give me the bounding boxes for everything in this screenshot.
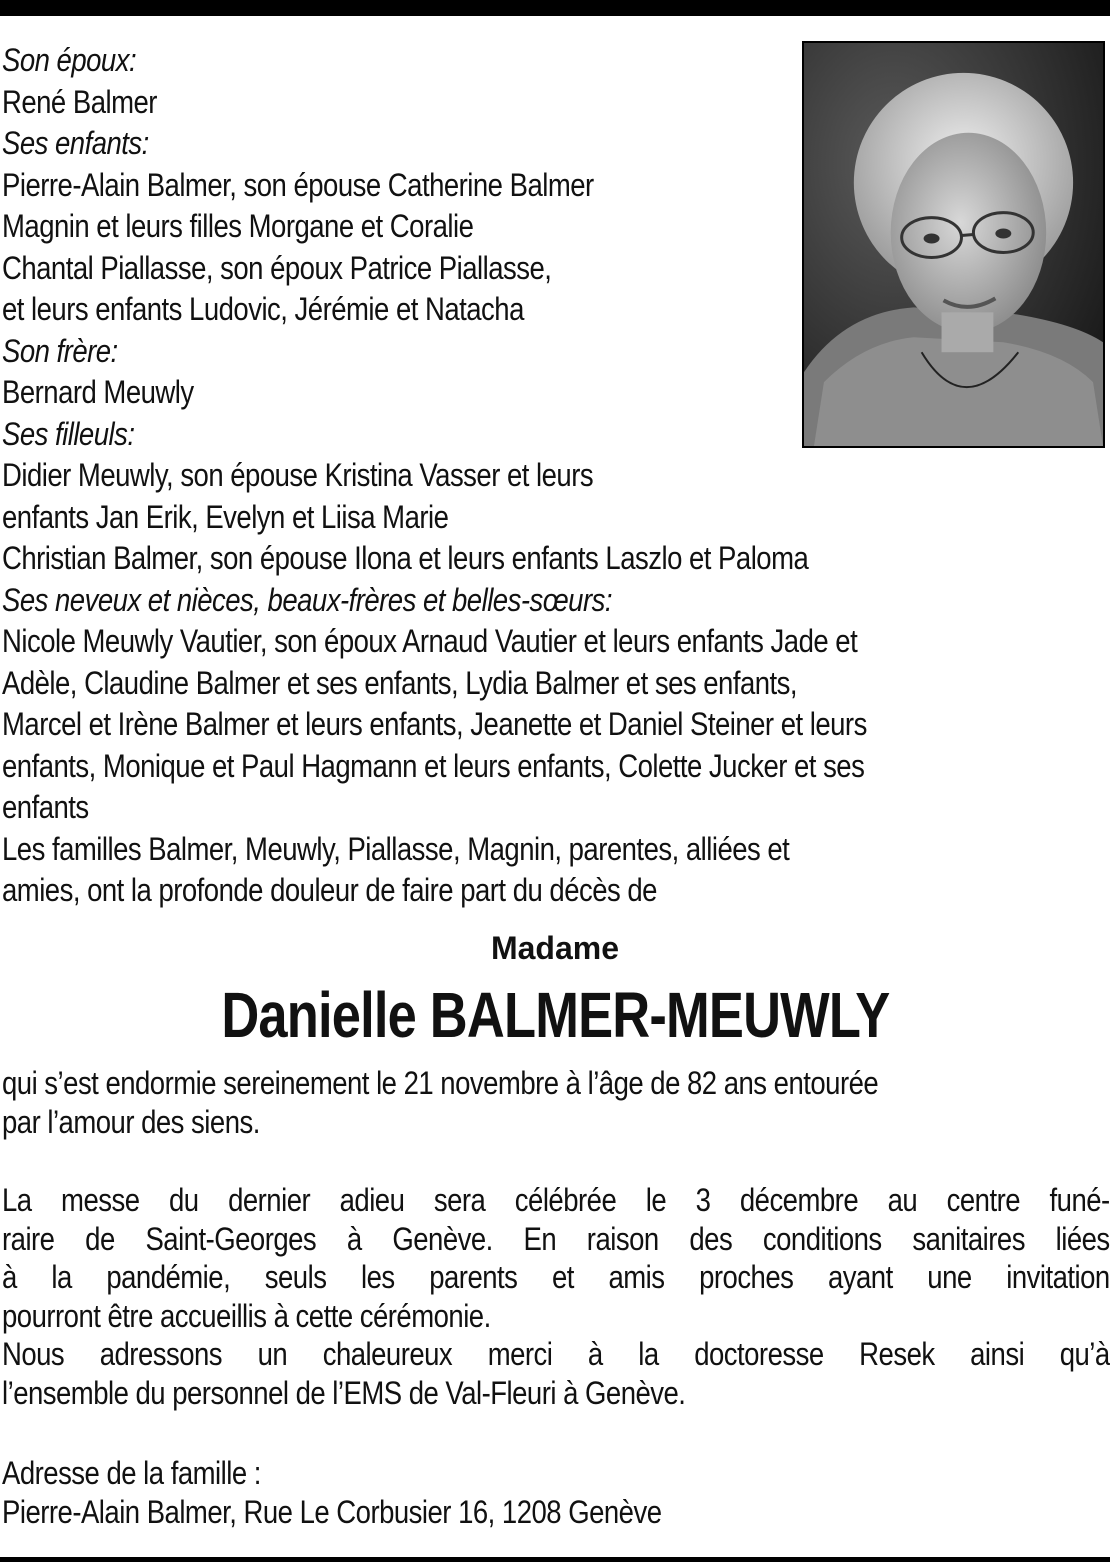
relation-line: enfants, Monique et Paul Hagmann et leurs enfants, Colette Jucker et ses — [2, 747, 865, 784]
thanks-paragraph — [2, 1335, 1110, 1412]
relation-line: enfants Jan Erik, Evelyn et Liisa Marie — [2, 498, 449, 535]
ceremony-line: raire de Saint-Georges à Genève. En raison des conditions sanitaires liées — [2, 1220, 1110, 1257]
ceremony-line: pourront être accueillis à cette cérémonie. — [2, 1297, 491, 1334]
family-list — [2, 40, 948, 912]
top-rule — [0, 0, 1110, 16]
relation-line: Didier Meuwly, son épouse Kristina Vasser et leurs — [2, 457, 594, 493]
relation-heading: Ses neveux et nièces, beaux-frères et belles-sœurs: — [2, 581, 612, 618]
ceremony-line: La messe du dernier adieu sera célébrée le 3 décembre au centre funé- — [2, 1182, 1110, 1218]
passing-paragraph — [2, 1064, 1086, 1141]
relation-line: amies, ont la profonde douleur de faire part du décès de — [2, 872, 657, 908]
relation-heading: Ses filleuls: — [2, 415, 135, 452]
address-line: Pierre-Alain Balmer, Rue Le Corbusier 16, 1208 Genève — [2, 1493, 662, 1530]
deceased-name — [0, 978, 1110, 1052]
relation-heading: Son époux: — [2, 42, 137, 78]
relation-heading: Son frère: — [2, 332, 118, 369]
relation-line: et leurs enfants Ludovic, Jérémie et Natacha — [2, 291, 524, 327]
relation-line: Christian Balmer, son épouse Ilona et leurs enfants Laszlo et Paloma — [2, 540, 809, 576]
relation-line: Bernard Meuwly — [2, 374, 194, 410]
thanks-line: l’ensemble du personnel de l’EMS de Val-Fleuri à Genève. — [2, 1374, 686, 1411]
thanks-line: Nous adressons un chaleureux merci à la doctoresse Resek ainsi qu’à — [2, 1336, 1110, 1372]
relation-line: Magnin et leurs filles Morgane et Coralie — [2, 208, 474, 244]
passing-line: qui s’est endormie sereinement le 21 novembre à l’âge de 82 ans entourée — [2, 1065, 879, 1101]
passing-line: par l’amour des siens. — [2, 1103, 260, 1140]
relation-line: René Balmer — [2, 83, 157, 120]
ceremony-paragraph — [2, 1181, 1110, 1335]
relation-heading: Ses enfants: — [2, 125, 149, 161]
relation-line: Chantal Piallasse, son époux Patrice Piallasse, — [2, 249, 552, 286]
honorific: Madame — [490, 930, 620, 966]
relation-line: enfants — [2, 789, 89, 825]
ceremony-line: à la pandémie, seuls les parents et amis proches ayant une invitation — [2, 1259, 1110, 1295]
address-label: Adresse de la famille : — [2, 1455, 261, 1491]
relation-line: Adèle, Claudine Balmer et ses enfants, Lydia Balmer et ses enfants, — [2, 664, 798, 701]
deceased-name-text: Danielle BALMER-MEUWLY — [220, 979, 890, 1051]
relation-line: Les familles Balmer, Meuwly, Piallasse, Magnin, parentes, alliées et — [2, 830, 790, 867]
relation-line: Pierre-Alain Balmer, son épouse Catherine Balmer — [2, 166, 594, 203]
relation-line: Marcel et Irène Balmer et leurs enfants, Jeanette et Daniel Steiner et leurs — [2, 706, 867, 742]
bottom-rule — [0, 1557, 1110, 1562]
relation-line: Nicole Meuwly Vautier, son époux Arnaud Vautier et leurs enfants Jade et — [2, 623, 858, 659]
family-address — [2, 1454, 1086, 1531]
